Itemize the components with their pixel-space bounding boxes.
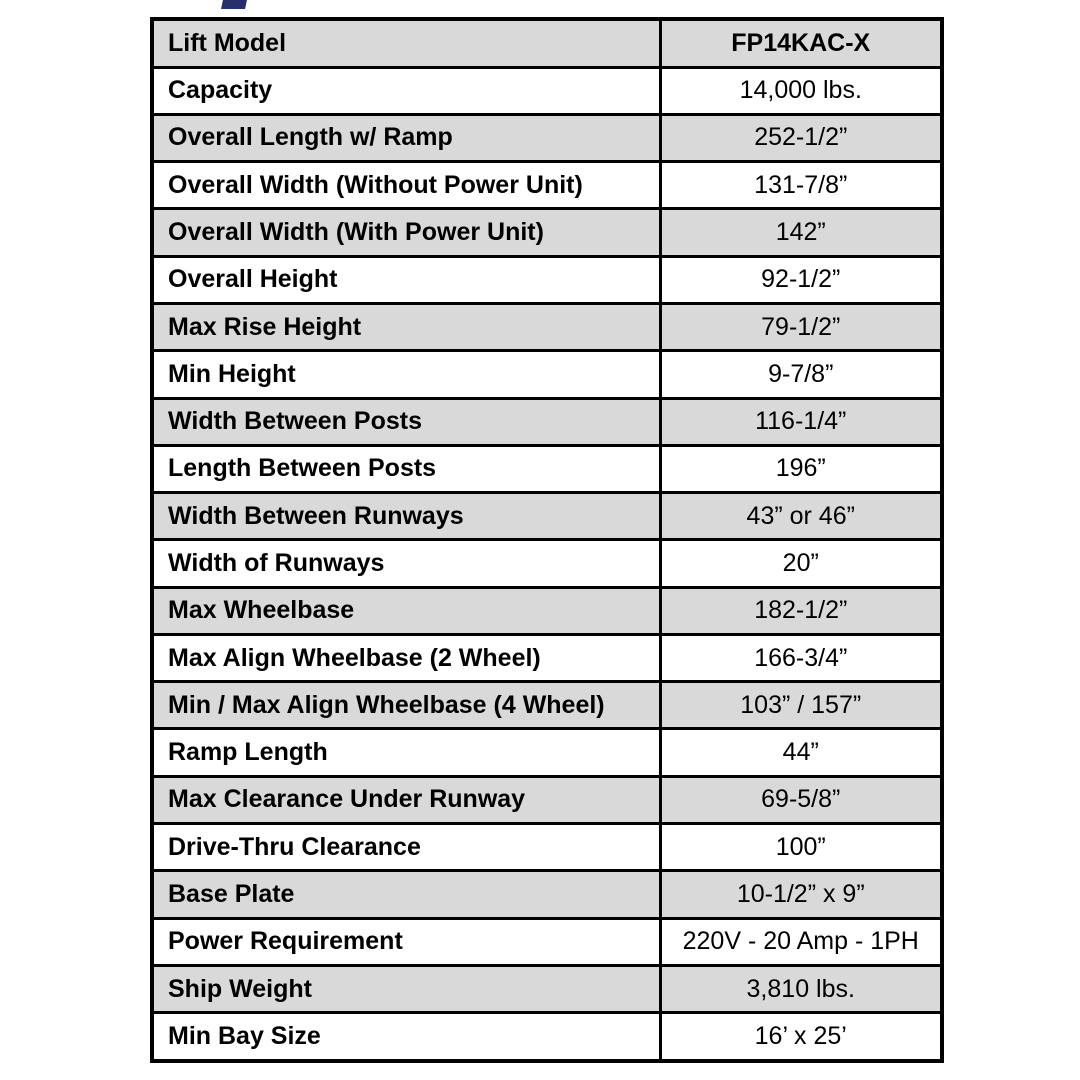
table-row: [152, 114, 942, 161]
spec-value-cell: 16’ x 25’: [660, 1013, 942, 1061]
table-row: [152, 634, 942, 681]
spec-value-cell: 92-1/2”: [660, 256, 942, 303]
table-row: [152, 540, 942, 587]
table-row: [152, 209, 942, 256]
spec-value-cell: 220V - 20 Amp - 1PH: [660, 918, 942, 965]
table-row: [152, 303, 942, 350]
spec-value-cell: FP14KAC-X: [660, 19, 942, 67]
cropped-heading-fragment: [221, 0, 247, 9]
spec-label-cell: Length Between Posts: [152, 445, 660, 492]
table-row: [152, 445, 942, 492]
table-row: [152, 351, 942, 398]
spec-label-cell: Capacity: [152, 67, 660, 114]
spec-value-cell: 100”: [660, 824, 942, 871]
spec-value-cell: 20”: [660, 540, 942, 587]
table-row: [152, 256, 942, 303]
spec-value-cell: 3,810 lbs.: [660, 965, 942, 1012]
table-row: [152, 162, 942, 209]
table-row: [152, 918, 942, 965]
spec-label-cell: Overall Length w/ Ramp: [152, 114, 660, 161]
spec-value-cell: 79-1/2”: [660, 303, 942, 350]
spec-label-cell: Width of Runways: [152, 540, 660, 587]
spec-value-cell: 9-7/8”: [660, 351, 942, 398]
spec-value-cell: 69-5/8”: [660, 776, 942, 823]
spec-label-cell: Max Wheelbase: [152, 587, 660, 634]
spec-value-cell: 142”: [660, 209, 942, 256]
spec-value-cell: 116-1/4”: [660, 398, 942, 445]
table-header-row: [152, 19, 942, 67]
spec-label-cell: Width Between Runways: [152, 493, 660, 540]
table-row: [152, 965, 942, 1012]
spec-value-cell: 166-3/4”: [660, 634, 942, 681]
table-row: [152, 67, 942, 114]
spec-value-cell: 103” / 157”: [660, 682, 942, 729]
spec-label-cell: Lift Model: [152, 19, 660, 67]
table-row: [152, 824, 942, 871]
spec-value-cell: 43” or 46”: [660, 493, 942, 540]
spec-label-cell: Ship Weight: [152, 965, 660, 1012]
table-row: [152, 398, 942, 445]
table-row: [152, 729, 942, 776]
spec-label-cell: Max Rise Height: [152, 303, 660, 350]
spec-label-cell: Base Plate: [152, 871, 660, 918]
spec-label-cell: Min / Max Align Wheelbase (4 Wheel): [152, 682, 660, 729]
spec-value-cell: 182-1/2”: [660, 587, 942, 634]
spec-value-cell: 252-1/2”: [660, 114, 942, 161]
spec-label-cell: Max Align Wheelbase (2 Wheel): [152, 634, 660, 681]
table-row: [152, 1013, 942, 1061]
spec-value-cell: 10-1/2” x 9”: [660, 871, 942, 918]
spec-table-body: [152, 19, 942, 1061]
spec-value-cell: 131-7/8”: [660, 162, 942, 209]
spec-value-cell: 196”: [660, 445, 942, 492]
table-row: [152, 682, 942, 729]
spec-label-cell: Drive-Thru Clearance: [152, 824, 660, 871]
spec-value-cell: 44”: [660, 729, 942, 776]
spec-label-cell: Power Requirement: [152, 918, 660, 965]
spec-label-cell: Max Clearance Under Runway: [152, 776, 660, 823]
spec-label-cell: Overall Width (Without Power Unit): [152, 162, 660, 209]
table-row: [152, 871, 942, 918]
spec-label-cell: Overall Height: [152, 256, 660, 303]
table-row: [152, 587, 942, 634]
spec-value-cell: 14,000 lbs.: [660, 67, 942, 114]
spec-label-cell: Width Between Posts: [152, 398, 660, 445]
lift-spec-table: [150, 17, 944, 1063]
spec-label-cell: Ramp Length: [152, 729, 660, 776]
spec-label-cell: Min Height: [152, 351, 660, 398]
table-row: [152, 493, 942, 540]
table-row: [152, 776, 942, 823]
spec-label-cell: Min Bay Size: [152, 1013, 660, 1061]
spec-label-cell: Overall Width (With Power Unit): [152, 209, 660, 256]
